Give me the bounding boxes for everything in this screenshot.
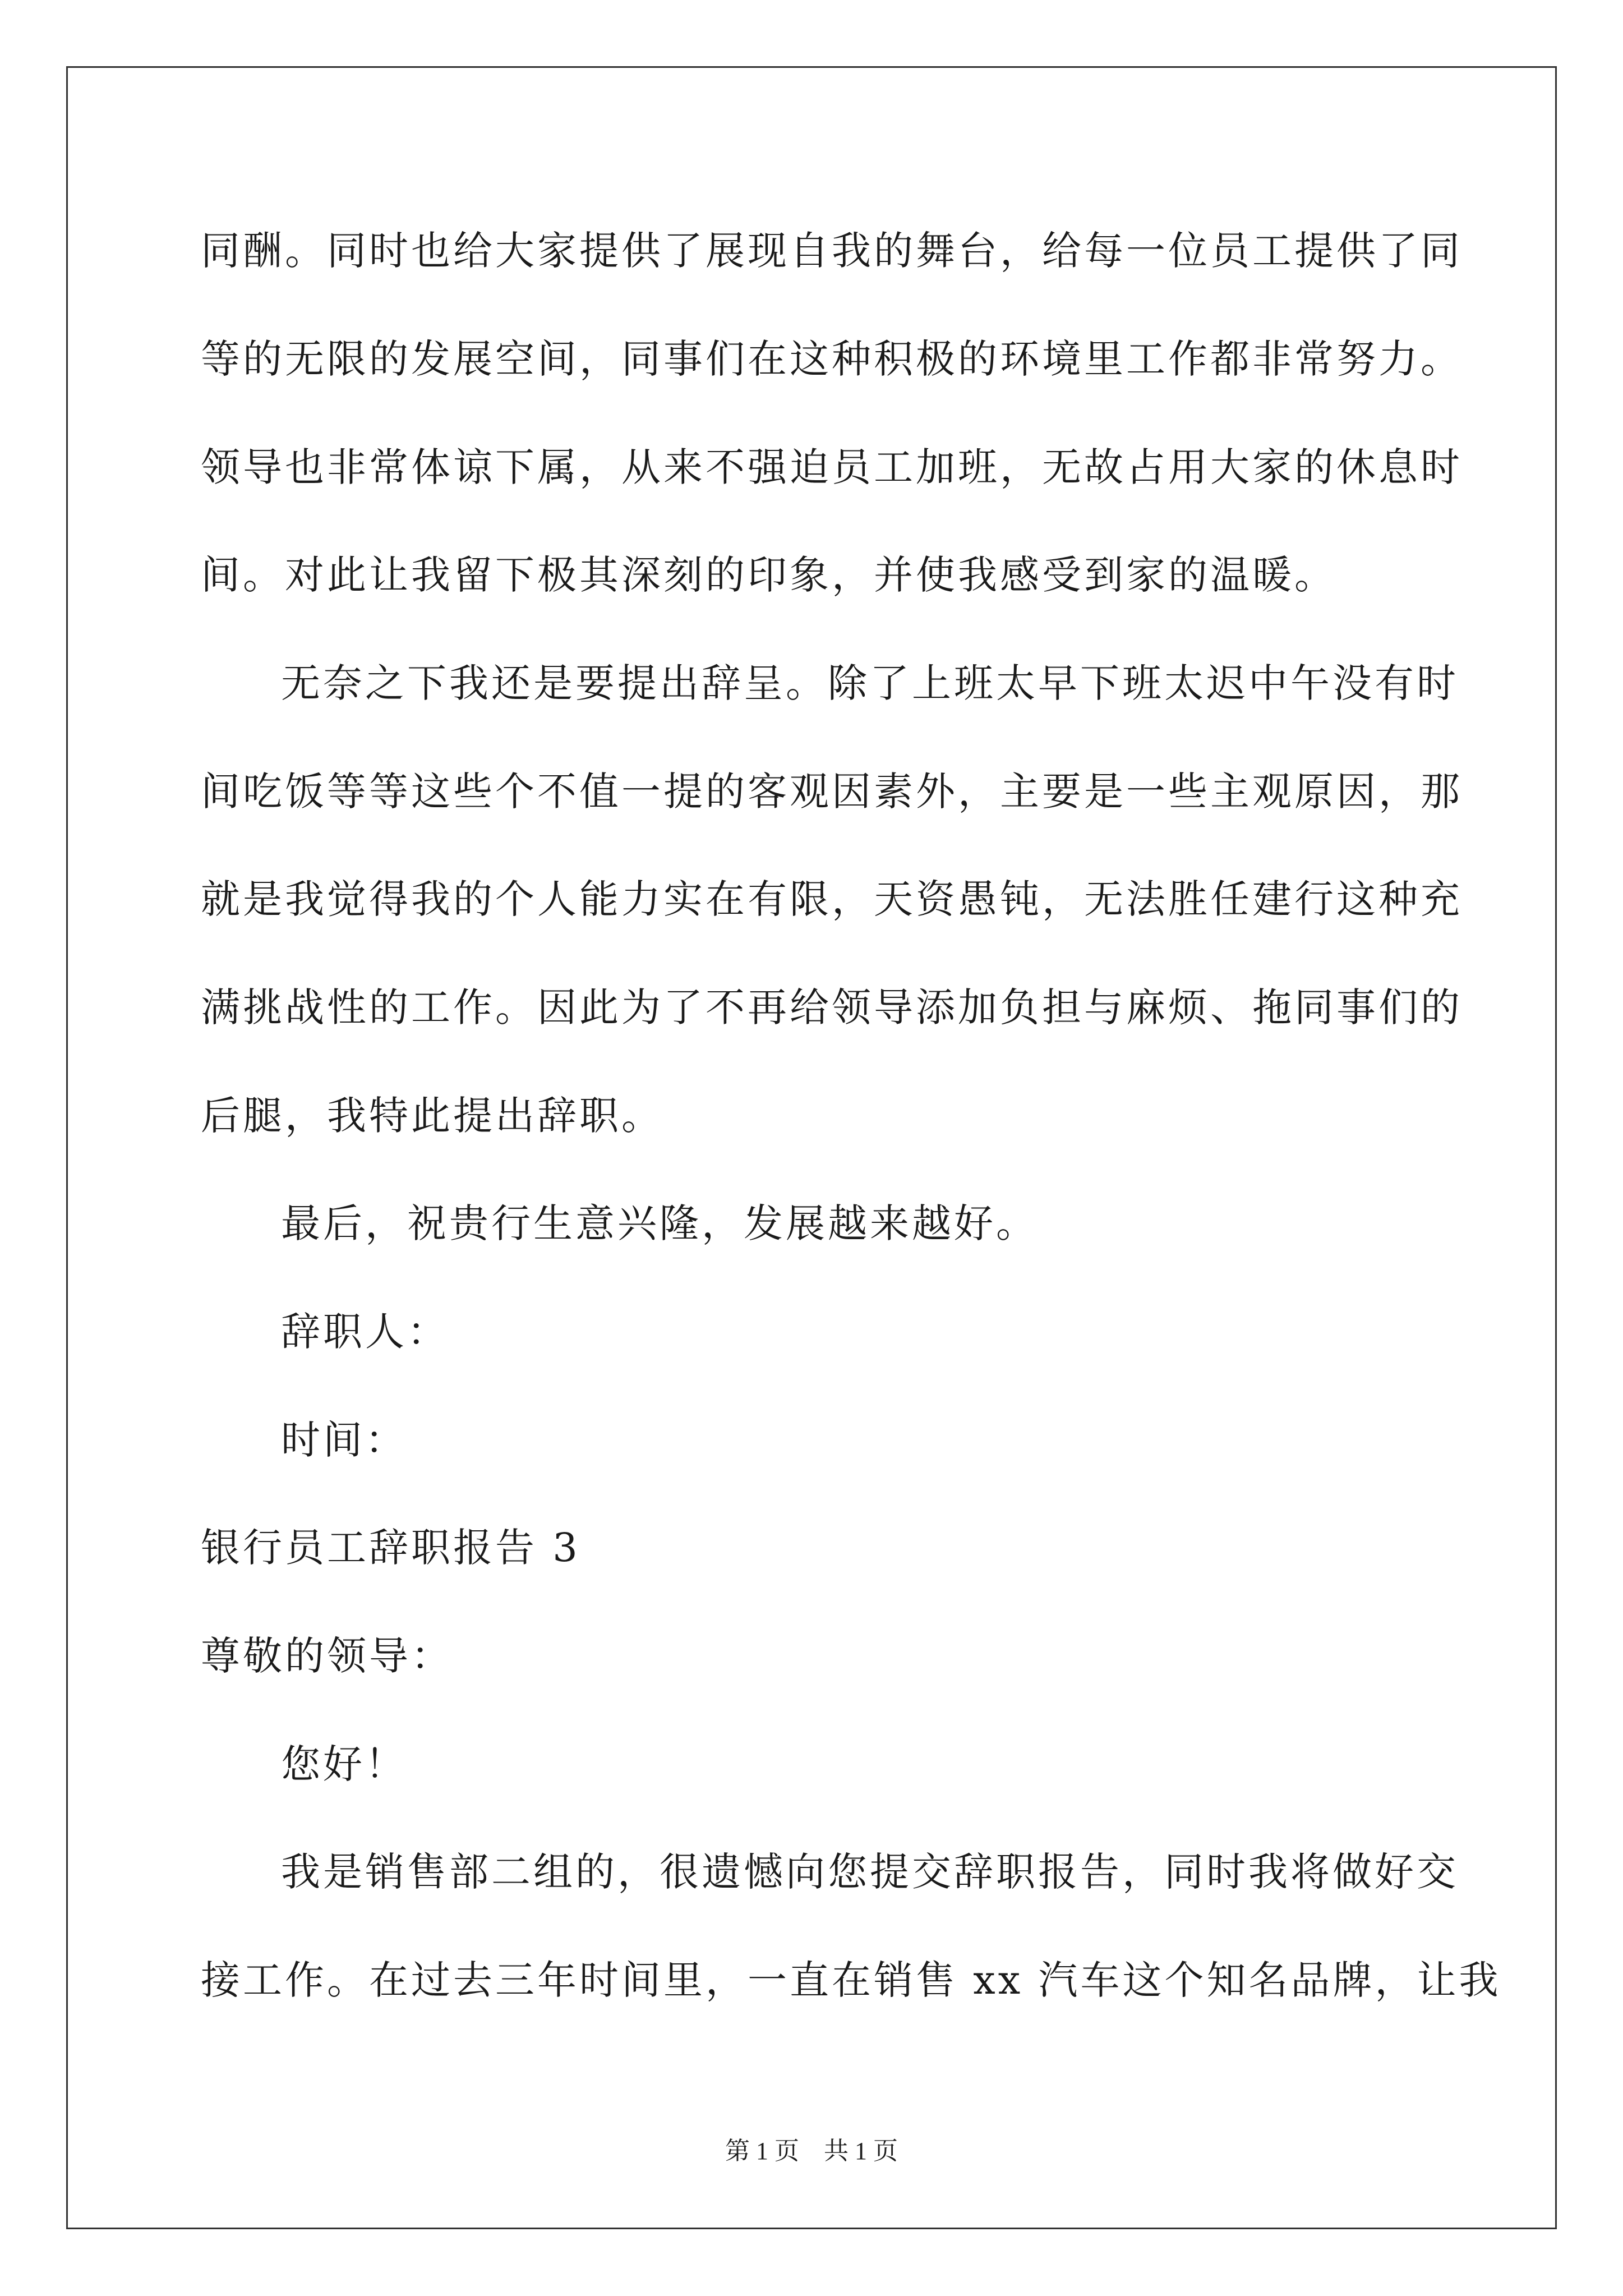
body-line: 无奈之下我还是要提出辞呈。除了上班太早下班太迟中午没有时: [281, 660, 1459, 706]
body-line: 间吃饭等等这些个不值一提的客观因素外，主要是一些主观原因，那: [201, 769, 1463, 815]
body-line: 我是销售部二组的，很遗憾向您提交辞职报告，同时我将做好交: [281, 1849, 1459, 1895]
page-border: [66, 66, 1557, 2229]
date-label: 时间：: [281, 1417, 407, 1463]
body-line: 后腿，我特此提出辞职。: [201, 1093, 663, 1139]
page-total: 共 1 页: [824, 2137, 898, 2165]
body-line: 等的无限的发展空间，同事们在这种积极的环境里工作都非常努力。: [201, 336, 1463, 382]
page-number: 第 1 页: [725, 2137, 799, 2165]
body-line: 满挑战性的工作。因此为了不再给领导添加负担与麻烦、拖同事们的: [201, 984, 1463, 1030]
body-line: 领导也非常体谅下属，从来不强迫员工加班，无故占用大家的休息时: [201, 444, 1463, 490]
salutation: 尊敬的领导：: [201, 1633, 453, 1679]
greeting: 您好！: [281, 1741, 407, 1787]
section-heading: 银行员工辞职报告 3: [201, 1525, 580, 1571]
page-footer: [0, 2134, 1623, 2168]
body-line: 就是我觉得我的个人能力实在有限，天资愚钝，无法胜任建行这种充: [201, 876, 1463, 922]
closing-wish: 最后，祝贵行生意兴隆，发展越来越好。: [281, 1200, 1038, 1246]
body-line: 间。对此让我留下极其深刻的印象，并使我感受到家的温暖。: [201, 552, 1336, 598]
body-line: 接工作。在过去三年时间里，一直在销售 xx 汽车这个知名品牌，让我: [201, 1957, 1501, 2003]
resigner-label: 辞职人：: [281, 1309, 449, 1355]
body-line: 同酬。同时也给大家提供了展现自我的舞台，给每一位员工提供了同: [201, 228, 1463, 274]
